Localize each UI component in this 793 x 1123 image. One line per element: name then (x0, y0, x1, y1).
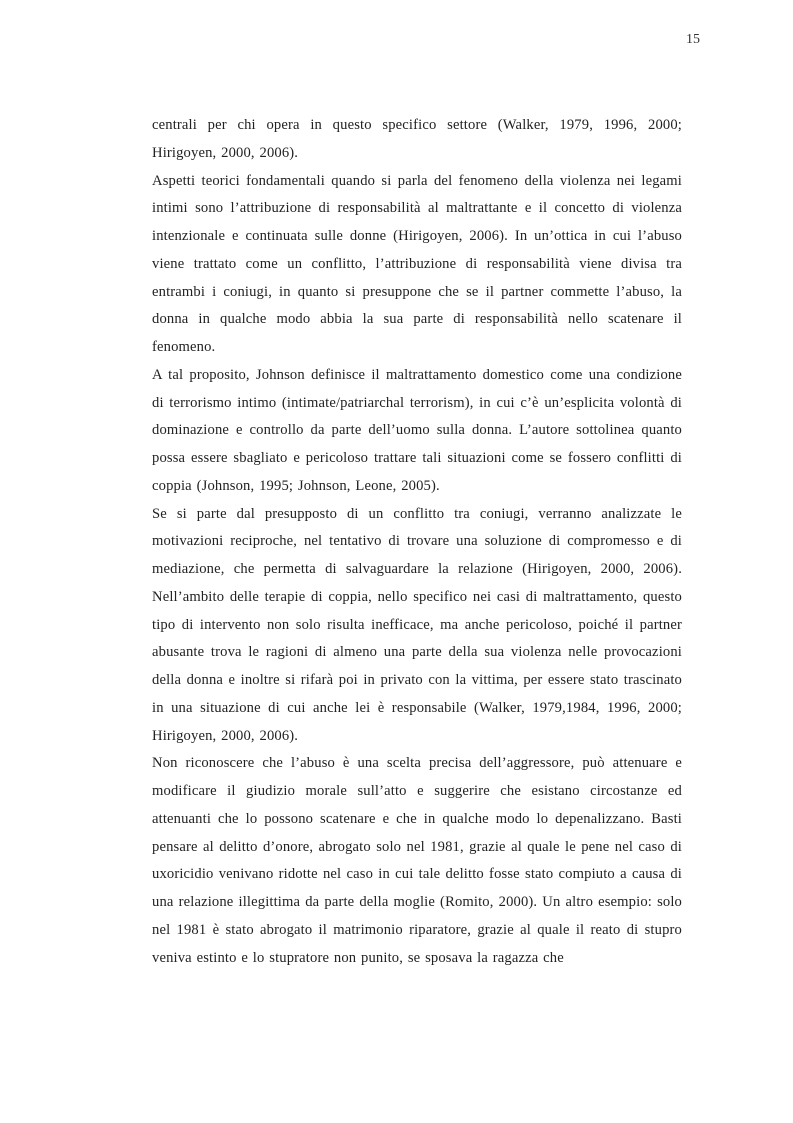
paragraph: Non riconoscere che l’abuso è una scelta precisa dell’aggressore, può attenuare e modificare il giudizio morale sull’atto e suggerire che esistano circostanze ed attenuanti che lo possono scatenare e che in qualche modo lo depenalizzano. Basti pensare al delitto d’onore, abrogato solo nel 1981, grazie al quale le pene nel caso di uxoricidio venivano ridotte nel caso in cui tale delitto fosse stato compiuto a causa di una relazione illegittima da parte della moglie (Romito, 2000). Un altro esempio: solo nel 1981 è stato abrogato il matrimonio riparatore, grazie al quale il reato di stupro veniva estinto e lo stupratore non punito, se sposava la ragazza che (152, 755, 682, 966)
body-text (152, 112, 682, 972)
paragraph: centrali per chi opera in questo specifico settore (Walker, 1979, 1996, 2000; Hirigoyen, 2000, 2006). (152, 117, 682, 161)
paragraph: Aspetti teorici fondamentali quando si parla del fenomeno della violenza nei legami intimi sono l’attribuzione di responsabilità al maltrattante e il concetto di violenza intenzionale e continuata sulle donne (Hirigoyen, 2006). In un’ottica in cui l’abuso viene trattato come un conflitto, l’attribuzione di responsabilità viene divisa tra entrambi i coniugi, in quanto si presuppone che se il partner commette l’abuso, la donna in qualche modo abbia la sua parte di responsabilità nello scatenare il fenomeno. (152, 172, 682, 355)
paragraph: Se si parte dal presupposto di un conflitto tra coniugi, verranno analizzate le motivazioni reciproche, nel tentativo di trovare una soluzione di compromesso e di mediazione, che permetta di salvaguardare la relazione (Hirigoyen, 2000, 2006). Nell’ambito delle terapie di coppia, nello specifico nei casi di maltrattamento, questo tipo di intervento non solo risulta inefficace, ma anche pericoloso, poiché il partner abusante trova le ragioni di almeno una parte della sua violenza nelle provocazioni della donna e inoltre si rifarà poi in privato con la vittima, per essere stato trascinato in una situazione di cui anche lei è responsabile (Walker, 1979,1984, 1996, 2000; Hirigoyen, 2000, 2006). (152, 505, 682, 744)
paragraph: A tal proposito, Johnson definisce il maltrattamento domestico come una condizione di terrorismo intimo (intimate/patriarchal terrorism), in cui c’è un’esplicita volontà di dominazione e controllo da parte dell’uomo sulla donna. L’autore sottolinea quanto possa essere sbagliato e pericoloso trattare tali situazioni come se fossero conflitti di coppia (Johnson, 1995; Johnson, Leone, 2005). (152, 366, 682, 494)
page-number: 15 (686, 32, 700, 47)
